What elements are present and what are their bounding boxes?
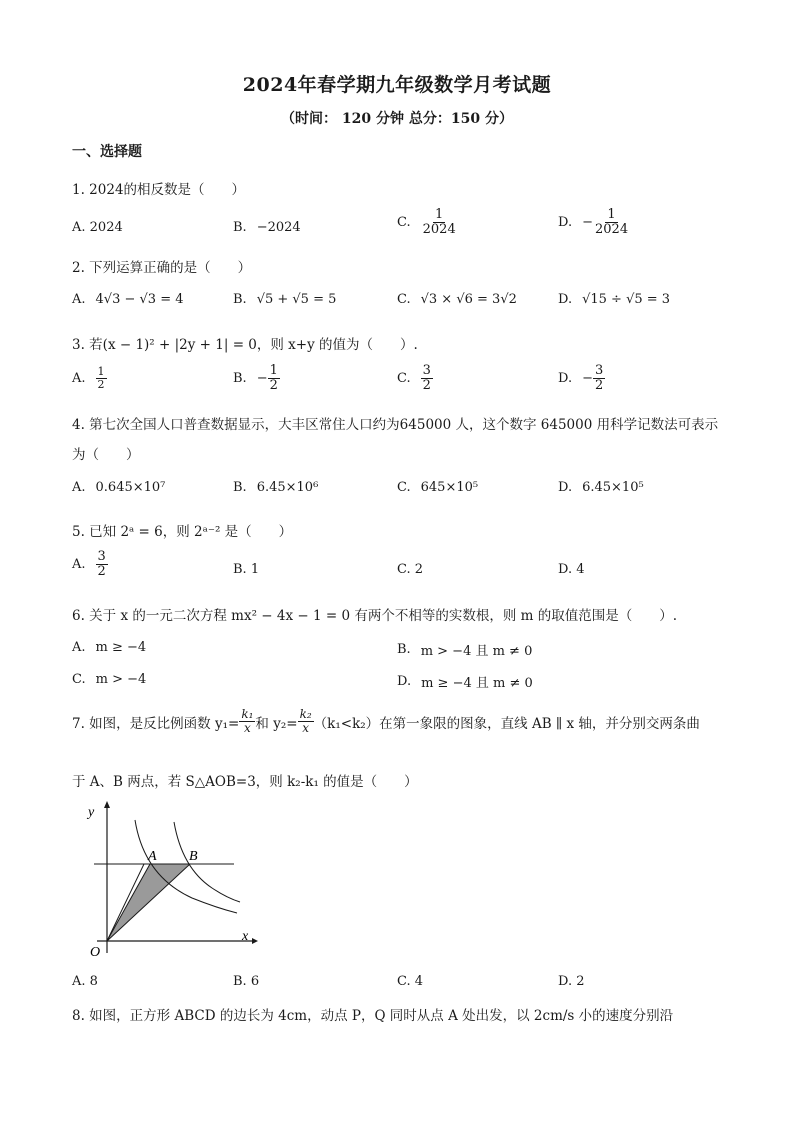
q4-option-d-value: 6.45×10⁵	[582, 480, 644, 495]
q5-option-a	[72, 550, 108, 580]
fraction-denominator: x	[243, 721, 251, 736]
q2-option-c-value: √3 × √6 = 3√2	[420, 292, 517, 307]
q6-option-b-label: B.	[397, 642, 411, 657]
x-axis-arrow	[252, 938, 258, 944]
question-7-stem	[72, 708, 700, 735]
question-5-stem: 5. 已知 2ᵃ = 6，则 2ᵃ⁻² 是（ ）	[72, 524, 293, 540]
question-3-stem: 3. 若(x − 1)² + |2y + 1| = 0，则 x+y 的值为（ ）.	[72, 337, 418, 353]
q1-option-d-label: D.	[558, 215, 573, 231]
q7-option-d: D. 2	[558, 974, 585, 989]
q3-option-d	[558, 364, 605, 394]
q7-option-c: C. 4	[397, 974, 424, 989]
q2-option-a	[72, 292, 184, 307]
q4-option-a	[72, 480, 165, 495]
q1-option-c	[397, 208, 458, 238]
q3-option-a-label: A.	[72, 371, 86, 387]
question-7-stem-line-2: 于 A、B 两点，若 S△AOB=3，则 k₂-k₁ 的值是（ ）	[72, 774, 418, 790]
q4-option-c-value: 645×10⁵	[420, 480, 479, 495]
q1-option-b-label: B.	[233, 220, 247, 235]
q3-option-d-fraction	[593, 364, 605, 394]
q5-option-b: B. 1	[233, 562, 260, 577]
question-8-stem: 8. 如图，正方形 ABCD 的边长为 4cm，动点 P，Q 同时从点 A 处出发，以 2cm/s 小的速度分别沿	[72, 1008, 674, 1024]
q6-option-a-value: m ≥ −4	[95, 640, 147, 655]
q3-option-c-fraction	[421, 364, 433, 394]
triangle-aob	[107, 864, 190, 941]
fraction-numerator: k₂	[299, 707, 312, 721]
q2-option-d-label: D.	[558, 292, 573, 307]
q7-function-graph	[82, 798, 258, 958]
q6-option-b	[397, 640, 532, 659]
label-x: x	[242, 929, 249, 944]
q6-option-d	[397, 672, 533, 691]
q6-option-d-label: D.	[397, 674, 412, 689]
q4-option-d-label: D.	[558, 480, 573, 495]
q3-option-b-fraction	[268, 364, 280, 394]
question-1-stem: 1. 2024的相反数是（ ）	[72, 182, 246, 198]
label-o: O	[90, 945, 101, 958]
q3-option-b-label: B.	[233, 371, 247, 387]
q7-stem-post: （k₁<k₂）在第一象限的图象，直线 AB ∥ x 轴，并分别交两条曲	[313, 715, 700, 732]
q7-fraction-k2	[298, 708, 314, 735]
fraction-numerator: 1	[269, 363, 278, 378]
q7-stem-pre: 7. 如图，是反比例函数 y₁=	[72, 715, 240, 732]
fraction-denominator: x	[302, 721, 310, 736]
label-y: y	[88, 805, 95, 820]
question-4-stem-line-2: 为（ ）	[72, 447, 140, 463]
curve-y2	[174, 822, 240, 902]
q2-option-c-label: C.	[397, 292, 411, 307]
q1-option-a: A. 2024	[72, 220, 123, 235]
label-a: A	[148, 849, 157, 864]
fraction-denominator: 2	[269, 378, 278, 394]
q4-option-b-value: 6.45×10⁶	[256, 480, 319, 495]
question-6-stem: 6. 关于 x 的一元二次方程 mx² − 4x − 1 = 0 有两个不相等的实数根，则 m 的取值范围是（ ）.	[72, 608, 678, 624]
q1-option-c-label: C.	[397, 215, 411, 231]
q6-option-b-value: m > −4 且 m ≠ 0	[420, 644, 533, 659]
q3-option-b	[233, 364, 280, 394]
q6-option-c-value: m > −4	[95, 672, 147, 687]
q5-option-a-label: A.	[72, 557, 86, 573]
page-title: 2024年春学期九年级数学月考试题	[242, 74, 552, 96]
q6-option-a	[72, 640, 146, 655]
exam-info: （时间： 120 分钟 总分：150 分）	[281, 111, 513, 127]
q1-option-b-value: −2024	[256, 220, 301, 235]
q4-option-c-label: C.	[397, 480, 411, 495]
q4-option-b	[233, 480, 318, 495]
fraction-numerator: 3	[97, 549, 106, 564]
q1-option-d-sign: −	[582, 215, 593, 231]
q3-option-b-sign: −	[256, 371, 268, 387]
q1-option-d-fraction	[593, 208, 630, 238]
q4-option-a-value: 0.645×10⁷	[95, 480, 166, 495]
q2-option-b-value: √5 + √5 = 5	[256, 292, 337, 307]
q4-option-b-label: B.	[233, 480, 247, 495]
fraction-numerator: k₁	[241, 707, 254, 721]
q3-option-c-label: C.	[397, 371, 411, 387]
question-2-stem: 2. 下列运算正确的是（ ）	[72, 260, 252, 276]
q7-fraction-k1	[239, 708, 255, 735]
q6-option-c	[72, 672, 146, 687]
fraction-denominator: 2024	[422, 222, 456, 238]
fraction-denominator: 2	[595, 378, 604, 394]
q3-option-a-fraction	[96, 366, 107, 391]
q1-option-d	[558, 208, 630, 238]
q2-option-a-label: A.	[72, 292, 86, 307]
q1-option-c-fraction	[421, 208, 458, 238]
fraction-denominator: 2	[97, 564, 106, 580]
q6-option-c-label: C.	[72, 672, 86, 687]
fraction-denominator: 2	[97, 378, 105, 392]
fraction-denominator: 2	[422, 378, 431, 394]
q7-option-a: A. 8	[72, 974, 98, 989]
q2-option-d	[558, 292, 670, 307]
q5-option-c: C. 2	[397, 562, 424, 577]
q3-option-c	[397, 364, 433, 394]
q7-option-b: B. 6	[233, 974, 260, 989]
fraction-numerator: 3	[422, 363, 431, 378]
q3-option-d-sign: −	[582, 371, 593, 387]
q5-option-d: D. 4	[558, 562, 585, 577]
q2-option-b-label: B.	[233, 292, 247, 307]
question-4-stem-line-1: 4. 第七次全国人口普查数据显示，大丰区常住人口约为645000 人，这个数字 645000 用科学记数法可表示	[72, 417, 719, 433]
y-axis-arrow	[104, 801, 110, 808]
section-heading: 一、选择题	[72, 144, 142, 160]
fraction-numerator: 3	[595, 363, 604, 378]
q3-option-d-label: D.	[558, 371, 573, 387]
label-b: B	[189, 849, 198, 864]
q6-option-d-value: m ≥ −4 且 m ≠ 0	[421, 676, 533, 691]
fraction-numerator: 1	[607, 207, 616, 222]
q7-stem-mid: 和 y₂=	[255, 715, 298, 732]
fraction-numerator: 1	[435, 207, 444, 222]
q2-option-a-value: 4√3 − √3 = 4	[95, 292, 184, 307]
fraction-numerator: 1	[97, 365, 105, 378]
q1-option-b	[233, 220, 301, 235]
q2-option-c	[397, 292, 517, 307]
q2-option-b	[233, 292, 336, 307]
q4-option-a-label: A.	[72, 480, 86, 495]
q3-option-a	[72, 366, 107, 391]
q4-option-d	[558, 480, 644, 495]
q2-option-d-value: √15 ÷ √5 = 3	[582, 292, 671, 307]
q5-option-a-fraction	[96, 550, 108, 580]
q6-option-a-label: A.	[72, 640, 86, 655]
fraction-denominator: 2024	[595, 222, 629, 238]
q4-option-c	[397, 480, 478, 495]
